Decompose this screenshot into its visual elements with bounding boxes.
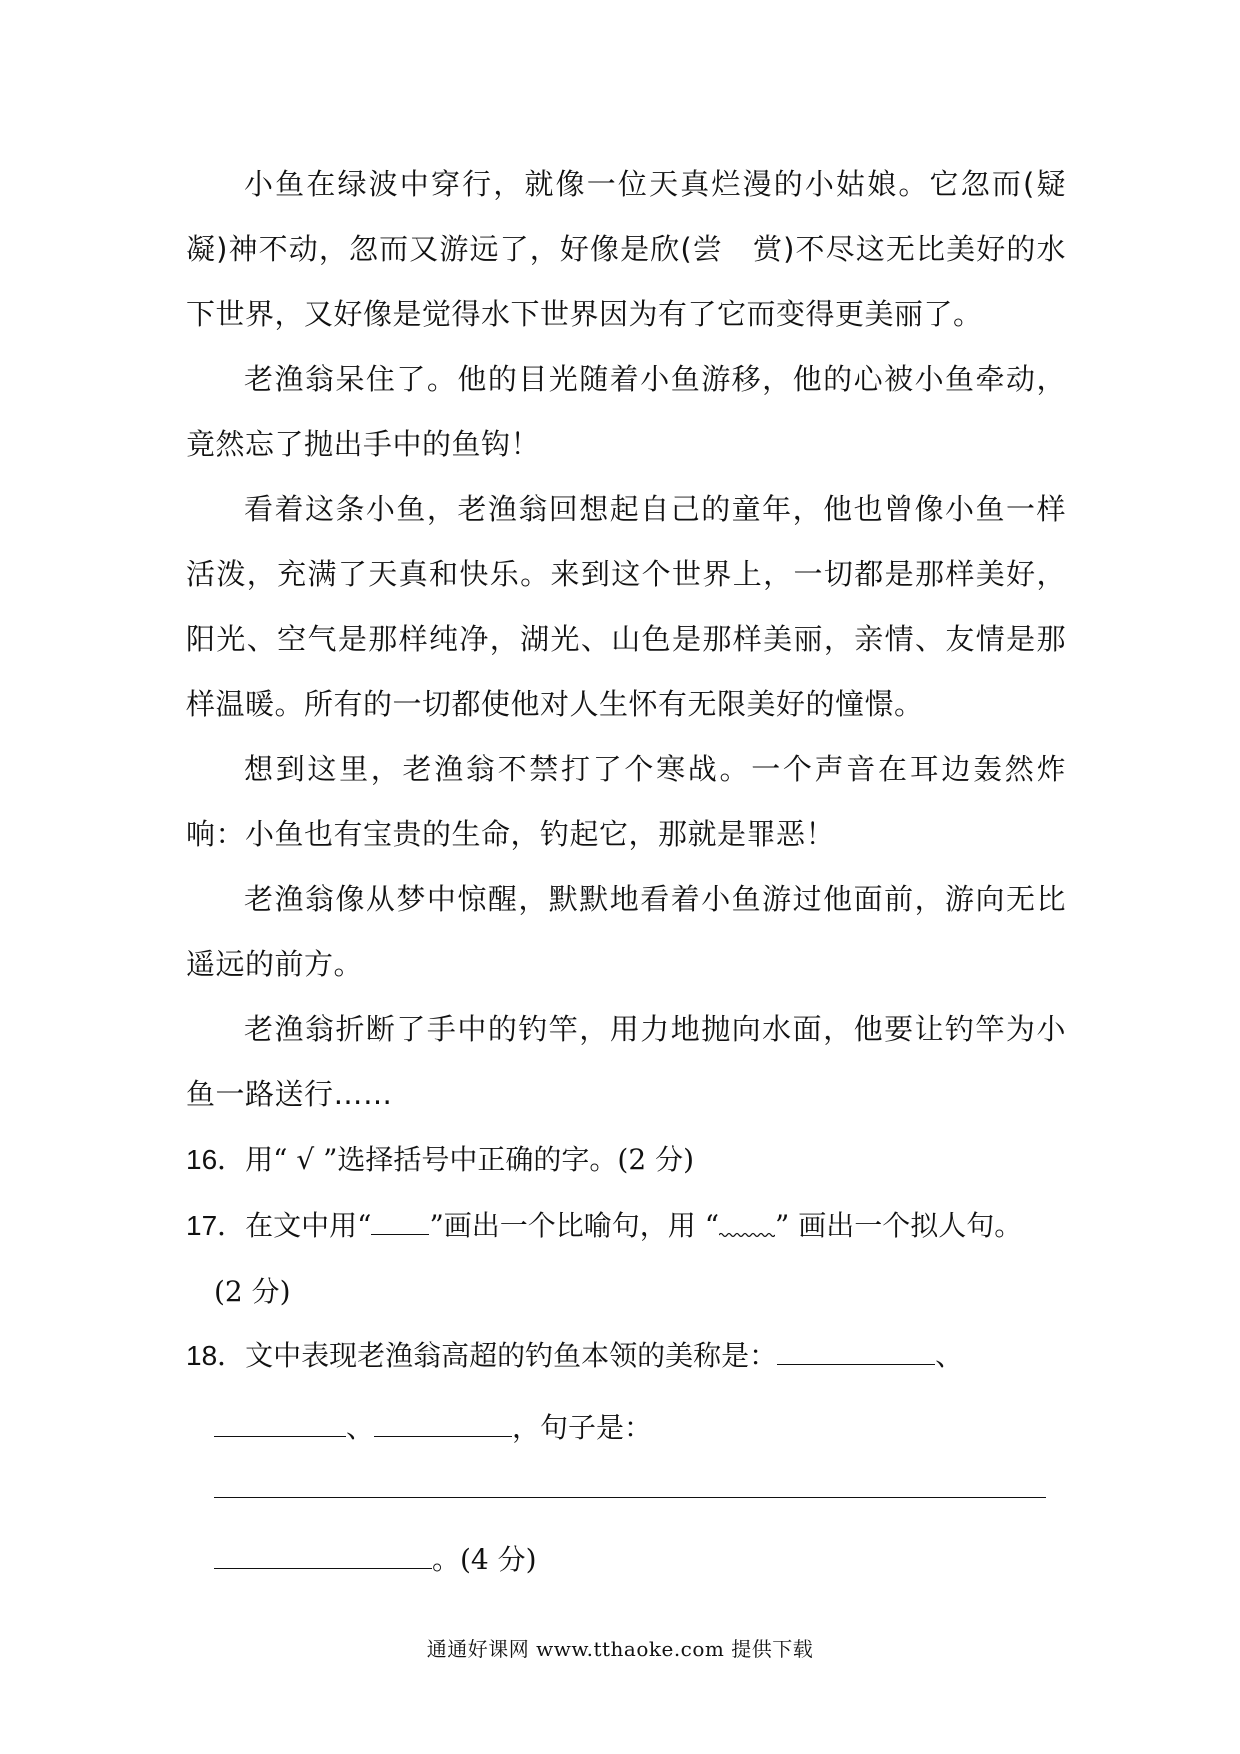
question-17-number: 17． xyxy=(186,1210,246,1241)
answer-blank-sentence-end[interactable] xyxy=(214,1542,432,1569)
answer-blank-1[interactable] xyxy=(777,1338,935,1365)
question-16 xyxy=(186,1140,1066,1180)
passage-paragraph-4: 想到这里，老渔翁不禁打了个寒战。一个声音在耳边轰然炸响：小鱼也有宝贵的生命，钓起它，那就是罪恶！ xyxy=(186,752,1066,851)
question-18-after-text: ，句子是： xyxy=(512,1411,653,1444)
passage-paragraph-5: 老渔翁像从梦中惊醒，默默地看着小鱼游过他面前，游向无比遥远的前方。 xyxy=(186,882,1066,981)
question-18 xyxy=(186,1336,1066,1376)
passage-paragraph-3: 看着这条小鱼，老渔翁回想起自己的童年，他也曾像小鱼一样活泼，充满了天真和快乐。来到这个世界上，一切都是那样美好，阳光、空气是那样纯净，湖光、山色是那样美丽，亲情、友情是那样温暖。所有的一切都使他对人生怀有无限美好的憧憬。 xyxy=(186,492,1066,721)
question-17-score: (2 分) xyxy=(214,1275,291,1308)
question-17-text-part2: ”画出一个比喻句，用 “ xyxy=(429,1209,720,1242)
straight-underline-sample xyxy=(371,1208,429,1235)
question-18-line-4 xyxy=(214,1540,1094,1580)
question-18-separator-2: 、 xyxy=(346,1411,375,1444)
question-18-line-2 xyxy=(214,1408,1094,1448)
question-18-text: 文中表现老渔翁高超的钓鱼本领的美称是： xyxy=(245,1339,778,1372)
wavy-underline-sample xyxy=(719,1209,775,1235)
footer-credit: 通通好课网 www.tthaoke.com 提供下载 xyxy=(426,1637,814,1661)
question-17 xyxy=(186,1206,1066,1246)
answer-blank-2[interactable] xyxy=(214,1410,346,1437)
question-17-text-part1: 在文中用“ xyxy=(245,1209,372,1242)
question-16-number: 16． xyxy=(186,1144,246,1175)
question-17-text-part3: ” 画出一个拟人句。 xyxy=(775,1209,1023,1242)
answer-blank-3[interactable] xyxy=(374,1410,512,1437)
passage-paragraph-2: 老渔翁呆住了。他的目光随着小鱼游移，他的心被小鱼牵动，竟然忘了抛出手中的鱼钩！ xyxy=(186,362,1066,461)
passage-paragraph-1: 小鱼在绿波中穿行，就像一位天真烂漫的小姑娘。它忽而(疑 凝)神不动，忽而又游远了，好像是欣(尝 赏)不尽这无比美好的水下世界，又好像是觉得水下世界因为有了它而变得更美丽了。 xyxy=(186,167,1096,331)
question-16-text: 用“ √ ”选择括号中正确的字。(2 分) xyxy=(245,1143,694,1176)
question-18-number: 18． xyxy=(186,1340,246,1371)
answer-blank-sentence-line[interactable] xyxy=(214,1497,1046,1498)
question-18-separator-1: 、 xyxy=(935,1339,964,1372)
question-18-score: 。(4 分) xyxy=(432,1543,537,1576)
passage-paragraph-6: 老渔翁折断了手中的钓竿，用力地抛向水面，他要让钓竿为小鱼一路送行…… xyxy=(186,1012,1066,1111)
